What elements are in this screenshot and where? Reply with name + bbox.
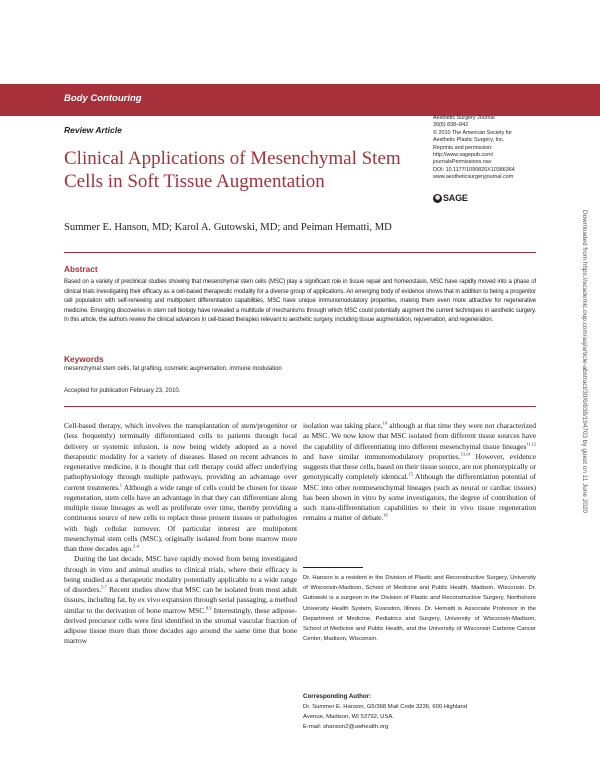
body-column-right — [303, 421, 536, 524]
article-type: Review Article — [64, 125, 122, 135]
journal-meta-doi[interactable]: DOI: 10.1177/1090820X10386364 — [433, 166, 515, 173]
body-paragraph: During the last decade, MSC have rapidly moved from being investigated through in vitro and animal studies to clinical trials, where their efficacy is being studied as a therapeutic modality potentially applicable to a wide range of disorders.$^{5-7}$ Recent studies show that MSC can be isolated from most adult tissues, including fat, by ex vivo expansion through serial passaging, a method similar to the derivation of bone marrow MSC.$^{8,9}$ Interestingly, these adipose-derived precursor cells were first identified in the stromal vascular fraction of adipose tissue more than three decades ago around the same time that bone marrow — [64, 554, 297, 646]
download-note: Downloaded from https://academic.oup.com/asj/article-abstract/30/6/838/194703 by guest on 11 June 2020 — [581, 210, 588, 513]
footnote-divider — [303, 567, 363, 568]
sage-logo-icon: ◉ — [434, 194, 441, 201]
body-paragraph: Cell-based therapy, which involves the transplantation of stem/progenitor or (less frequently) terminally differentiated cells to patients through local delivery or systemic infusion, is now being widely adopted as a novel therapeutic modality for a variety of diseases. Based on recent advances in regenerative medicine, it is thought that cell therapy could affect underlying pathophysiology through multiple pathways, providing an advantage over current treatments.$^1$ Although a wide range of cells could be chosen for tissue regeneration, stem cells have an advantage in that they can differentiate along multiple tissue lineages as well as proliferate over time, thereby providing a continuous source of new cells to replace those present tissues or pathologies with high cellular turnover. Of particular interest are multipotent mesenchymal stem cells (MSC), originally isolated from bone marrow more than three decades ago.$^{2-4}$ — [64, 421, 297, 553]
author-list: Summer E. Hanson, MD; Karol A. Gutowski, MD; and Peiman Hematti, MD — [64, 222, 392, 233]
corresponding-author — [303, 702, 536, 733]
journal-meta-line: Aesthetic Plastic Surgery, Inc. — [433, 137, 505, 144]
publisher-logo-text: SAGE — [443, 193, 468, 203]
keywords-heading: Keywords — [64, 354, 104, 364]
journal-meta — [433, 115, 578, 182]
corresponding-line: Dr. Summer E. Hanson, G5/368 Mail Code 3236, 600 Highland — [303, 704, 468, 710]
author-affiliations: Dr. Hanson is a resident in the Division of Plastic and Reconstructive Surgery, University of Wisconsin-Madison, School of Medicine and Public Health, Madison, Wisconsin. Dr. Gutowski is a surgeon in the Division of Plastic and Reconstructive Surgery, Northshore University Health System, Evanston, Illinois. Dr. Hematti is Associate Professor in the Department of Medicine, Pediatrics and Surgery, University of Wisconsin-Madison, School of Medicine and Public Health, and the University of Wisconsin Carbone Cancer Center, Madison, Wisconsin. — [303, 575, 536, 643]
corresponding-author-heading: Corresponding Author: — [303, 693, 372, 700]
section-banner — [0, 84, 600, 116]
journal-meta-line: 30(6) 838–842 — [433, 122, 469, 129]
abstract-heading: Abstract — [64, 264, 98, 274]
journal-meta-line: Aesthetic Surgery Journal — [433, 115, 495, 121]
body-paragraph: isolation was taking place,$^{10}$ although at that time they were not characterized as MSC. We now know that MSC isolated from different tissue sources have the capability of differentiating into different mesenchymal tissue lineages$^{11,12}$ and have similar immunomodulatory properties.$^{13,14}$ However, evidence suggests that these cells, based on their tissue source, are not phenotypically or genotypically completely identical.$^{15}$ Although the differentiation potential of MSC into other nonmesenchymal lineages (such as neural or cardiac tissues) has been shown in vitro by some investigators, the degree of contribution of such trans-differentiation capabilities to their in vivo tissue regeneration remains a matter of debate.$^{16}$ — [303, 420, 537, 523]
abstract-text: Based on a variety of preclinical studies showing that mesenchymal stem cells (MSC) play a significant role in tissue repair and homeostasis, MSC have rapidly moved into a phase of clinical trials investigating their efficacy as a cell-based therapeutic modality for a diverse group of applications. An emerging body of evidence shows that in addition to being a progenitor cell population with self-renewing and multipotent differentiation capabilities, MSC have unique immunomodulatory properties, making them even more attractive for regenerative medicine. Emerging discoveries in stem cell biology have revealed a multitude of mechanisms through which MSC could potentially augment the current techniques in aesthetic surgery. In this article, the authors review the clinical advances in cell-based therapies relevant to aesthetic surgery, including tissue augmentation, rejuvenation, and regeneration. — [64, 279, 536, 323]
journal-meta-link[interactable]: journalsPermissions.nav — [433, 159, 492, 166]
publisher-logo — [433, 193, 468, 203]
corresponding-line: Avenue, Madison, WI 53792, USA. — [303, 714, 394, 721]
accepted-date: Accepted for publication February 23, 2010. — [64, 388, 181, 394]
journal-meta-link[interactable]: www.aestheticsurgeryjournal.com — [433, 174, 514, 181]
article-title: Clinical Applications of Mesenchymal Stem Cells in Soft Tissue Augmentation — [64, 148, 401, 192]
body-column-left — [64, 421, 297, 647]
keywords-text: mesenchymal stem cells, fat grafting, cosmetic augmentation, immune modulation — [64, 366, 282, 372]
divider — [64, 252, 536, 253]
journal-meta-line: © 2010 The American Society for — [433, 129, 513, 136]
section-label: Body Contouring — [64, 93, 142, 104]
divider — [64, 406, 536, 407]
corresponding-email[interactable]: E-mail: shanson2@uwhealth.org — [303, 724, 389, 731]
journal-meta-link[interactable]: http://www.sagepub.com/ — [433, 152, 494, 159]
journal-meta-line: Reprints and permission: — [433, 144, 493, 151]
